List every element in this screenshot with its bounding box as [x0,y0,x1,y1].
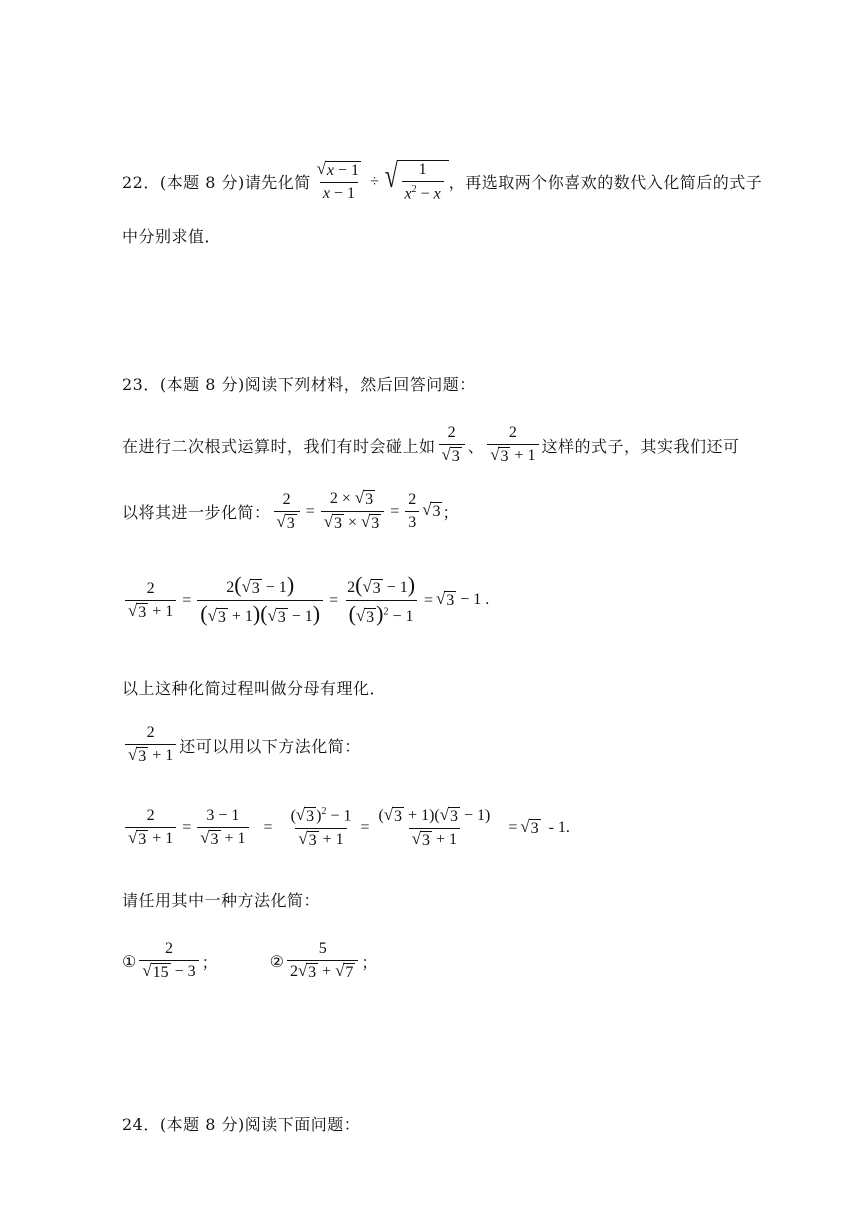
q24-header [122,1112,360,1135]
q23-intro-line [122,424,740,466]
item2-mark: ② [269,951,284,971]
q23-eq-rationalize: 2 √ 3 + 1 = 2( √ 3 − 1) ( √ 3 + 1)( √ 3 − 1) = 2( √ 3 − 1) ( √ 3 )$^2$ − 1 = √ 3 − 1 . [122,574,489,627]
q23-header-text: 23．(本题 8 分)阅读下列材料，然后回答问题： [122,375,476,394]
q23-also-line [122,724,361,766]
eq4-lhs: 2 √ 3 + 1 [125,807,176,849]
q22-sqrt-fraction: √ $\frac{1}{x^2 - x}$ [382,160,449,203]
q23-intro2: 以将其进一步化简： [122,503,271,522]
eq4-c: ( √ 3 )$^2$ − 1 √ 3 + 1 [290,805,352,850]
eq1-mid: 2 × √ 3 √ 3 × √ 3 [321,490,384,533]
q22-line2 [122,224,221,247]
q22-suffix: ，再选取两个你喜欢的数代入化简后的式子 [448,173,763,193]
q23-intro2-line: 以将其进一步化简： 2 √ 3 = 2 × √ 3 √ 3 × √ 3 = $\frac{2}{3}$ √ 3 ； [122,488,459,532]
q24-header-text: 24．(本题 8 分)阅读下面问题： [122,1115,361,1134]
q23-eq-alternative: 2 √ 3 + 1 = 3 − 1 √ 3 + 1 = ( √ 3 )$^2$ − 1 √ 3 + 1 = ( √ 3 + 1)( √ 3 − 1) √ 3 + 1 = √ 3 - 1. [122,806,570,850]
fraction-2-over-sqrt3: 2 √ 3 [439,424,465,466]
q23-intro-b: 这样的式子，其实我们还可 [541,436,740,456]
item1-mark: ① [122,951,137,971]
eq1-lhs: 2 √ 3 [274,491,300,533]
eq2-lhs: 2 √ 3 + 1 [125,580,176,622]
eq4-b: 3 − 1 √ 3 + 1 [197,807,248,849]
q23-intro-sep: 、 [467,436,485,456]
q23-items [122,940,377,982]
item1-end: ； [201,952,218,972]
q23-ask [122,888,320,911]
q23-note-text: 以上这种化简过程叫做分母有理化． [122,679,387,698]
q23-header [122,372,476,395]
eq1-rhs: $\frac{2}{3}$ [405,491,419,532]
item2-frac: 5 2 √ 3 + √ 7 [287,940,358,982]
eq4-tail: - 1. [548,819,570,837]
q22-line1: 22．(本题 8 分)请先化简 √ x − 1 x − 1 ÷ √ $\frac{1}{x^2 - x}$ ，再选取两个你喜欢的数代入化简后的式子 [122,158,763,203]
q22-prefix: 22．(本题 8 分)请先化简 [122,173,311,193]
eq3-frac: 2 √ 3 + 1 [125,724,176,766]
q23-also-text: 还可以用以下方法化简： [179,736,361,756]
q23-ask-text: 请任用其中一种方法化简： [122,891,321,910]
q23-note [122,676,386,699]
eq4-d: ( √ 3 + 1)( √ 3 − 1) √ 3 + 1 [378,804,491,849]
q22-line2-text: 中分别求值． [122,227,222,246]
item1-frac: 2 √ 15 − 3 [139,940,198,982]
eq2-mid: 2( √ 3 − 1) ( √ 3 + 1)( √ 3 − 1) [197,574,323,627]
fraction-2-over-sqrt3-plus-1: 2 √ 3 + 1 [487,424,538,466]
item2-end: ； [361,952,378,972]
q23-intro-a: 在进行二次根式运算时，我们有时会碰上如 [122,436,436,456]
eq2-mid2: 2( √ 3 − 1) ( √ 3 )$^2$ − 1 [347,572,416,626]
q23-intro2-end: ； [442,503,459,522]
q22-fraction-sqrt-x-minus-1-over-x-minus-1: √ x − 1 x − 1 [316,158,360,202]
